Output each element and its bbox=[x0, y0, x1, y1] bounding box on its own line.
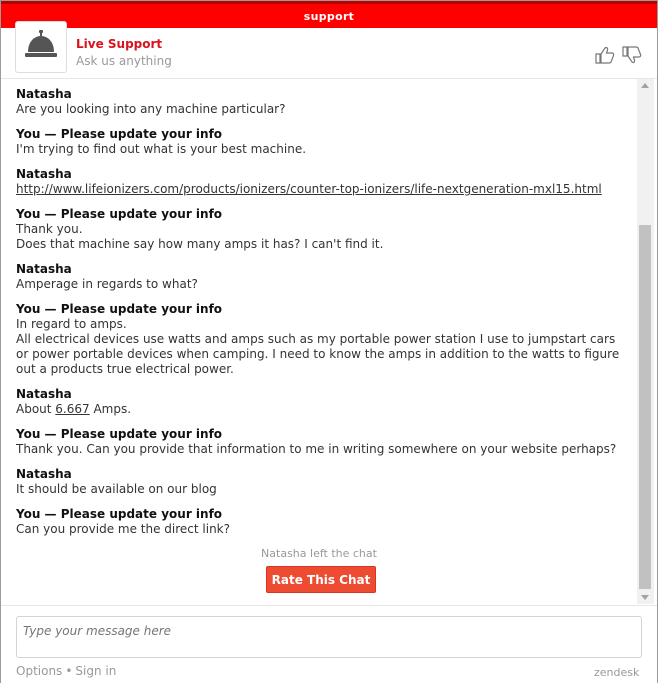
agent-name: Live Support bbox=[76, 37, 163, 51]
message-text: I'm trying to find out what is your best machine. bbox=[16, 142, 307, 156]
message-text: out a products true electrical power. bbox=[16, 362, 234, 376]
thumbs-down-icon[interactable] bbox=[622, 46, 642, 64]
message-author: Natasha bbox=[16, 467, 72, 481]
scroll-down-arrow-icon[interactable] bbox=[641, 595, 649, 600]
agent-tagline: Ask us anything bbox=[76, 54, 172, 68]
message-text-suffix: Amps. bbox=[89, 402, 132, 416]
window-title[interactable]: support bbox=[1, 4, 657, 28]
chat-message bbox=[16, 167, 626, 197]
scrollbar-thumb[interactable] bbox=[639, 225, 651, 589]
message-text: It should be available on our blog bbox=[16, 482, 217, 496]
message-text: or power portable devices when camping. I need to know the amps in addition to the watts to figure bbox=[16, 347, 620, 361]
chat-message bbox=[16, 87, 626, 117]
message-text: Thank you. Can you provide that information to me in writing somewhere on your website perhaps? bbox=[16, 442, 617, 456]
amps-value-link[interactable]: 6.667 bbox=[55, 402, 90, 416]
rate-chat-button[interactable]: Rate This Chat bbox=[266, 566, 376, 593]
message-text: In regard to amps. bbox=[16, 317, 127, 331]
message-text: All electrical devices use watts and amps such as my portable power station I use to jumpstart cars bbox=[16, 332, 616, 346]
chat-message bbox=[16, 427, 626, 457]
chat-header bbox=[1, 28, 657, 79]
message-author: You — Please update your info bbox=[16, 207, 223, 221]
message-composer bbox=[1, 605, 657, 683]
agent-left-notice: Natasha left the chat bbox=[261, 547, 377, 560]
message-author: Natasha bbox=[16, 87, 72, 101]
chat-transcript[interactable] bbox=[1, 79, 637, 604]
message-author: You — Please update your info bbox=[16, 302, 223, 316]
product-link[interactable]: http://www.lifeionizers.com/products/ionizers/counter-top-ionizers/life-nextgeneration-mxl15.html bbox=[16, 182, 602, 196]
thumbs-up-icon[interactable] bbox=[595, 46, 615, 64]
chat-message bbox=[16, 467, 626, 497]
message-input[interactable] bbox=[16, 616, 642, 658]
message-text: Does that machine say how many amps it has? I can't find it. bbox=[16, 237, 384, 251]
footer-links bbox=[16, 664, 116, 678]
chat-message bbox=[16, 387, 626, 417]
message-text-prefix: About bbox=[16, 402, 56, 416]
message-text: Are you looking into any machine particular? bbox=[16, 102, 286, 116]
message-author: You — Please update your info bbox=[16, 427, 223, 441]
chat-message bbox=[16, 507, 626, 537]
chat-message bbox=[16, 207, 626, 252]
agent-avatar bbox=[15, 21, 67, 73]
message-text: Can you provide me the direct link? bbox=[16, 522, 231, 536]
message-author: You — Please update your info bbox=[16, 507, 223, 521]
sign-in-link[interactable]: Sign in bbox=[75, 664, 117, 678]
message-author: You — Please update your info bbox=[16, 127, 223, 141]
service-bell-icon bbox=[24, 28, 58, 62]
message-text bbox=[16, 402, 626, 417]
message-author: Natasha bbox=[16, 262, 72, 276]
message-author: Natasha bbox=[16, 167, 72, 181]
chat-message bbox=[16, 262, 626, 292]
zendesk-brand[interactable]: zendesk bbox=[594, 666, 640, 679]
chat-message bbox=[16, 127, 626, 157]
message-text: Amperage in regards to what? bbox=[16, 277, 198, 291]
footer-separator: • bbox=[65, 664, 73, 678]
message-author: Natasha bbox=[16, 387, 72, 401]
message-text: Thank you. bbox=[16, 222, 83, 236]
chat-message bbox=[16, 302, 626, 377]
transcript-scrollbar[interactable] bbox=[637, 79, 654, 604]
scroll-up-arrow-icon[interactable] bbox=[641, 83, 649, 88]
options-link[interactable]: Options bbox=[16, 664, 63, 678]
